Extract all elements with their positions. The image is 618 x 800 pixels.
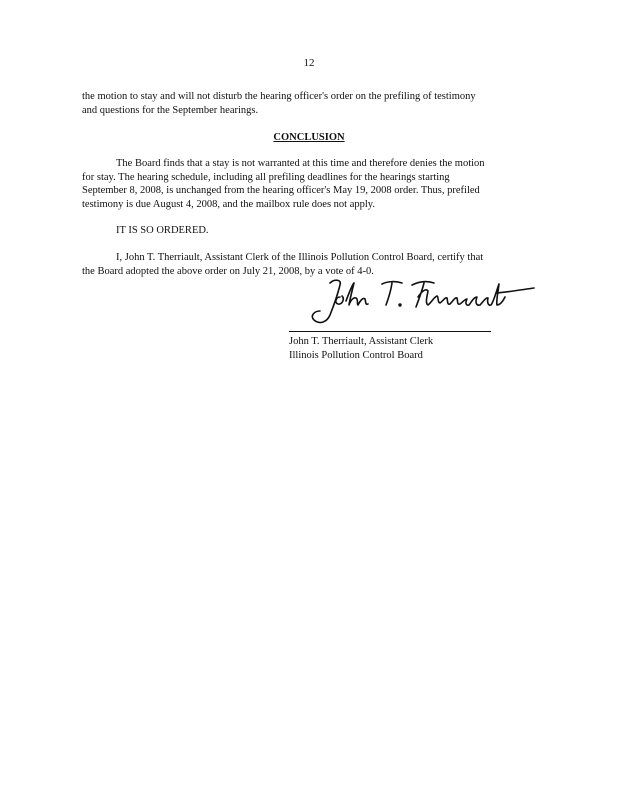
paragraph-line: and questions for the September hearings. [82,104,259,116]
paragraph-line: I, John T. Therriault, Assistant Clerk of the Illinois Pollution Control Board, certify that [116,252,484,263]
signature-block [289,335,433,362]
conclusion-paragraph [82,157,542,211]
handwritten-signature [300,275,540,330]
opening-paragraph [82,90,542,117]
signer-name-title: John T. Therriault, Assistant Clerk [289,336,434,347]
signer-organization: Illinois Pollution Control Board [289,349,423,361]
paragraph-line: the motion to stay and will not disturb the hearing officer's order on the prefiling of testimony [82,91,476,102]
signature-line [289,331,491,332]
certification-paragraph [82,251,542,278]
order-statement: IT IS SO ORDERED. [116,225,209,236]
page-number: 12 [303,57,315,69]
paragraph-line: The Board finds that a stay is not warranted at this time and therefore denies the motion [116,158,485,169]
conclusion-heading: CONCLUSION [273,132,345,143]
paragraph-line: the Board adopted the above order on July 21, 2008, by a vote of 4-0. [82,265,374,277]
paragraph-line: for stay. The hearing schedule, including all prefiling deadlines for the hearings starting [82,171,450,183]
paragraph-line: September 8, 2008, is unchanged from the hearing officer's May 19, 2008 order. Thus, prefiled [82,185,480,196]
paragraph-line: testimony is due August 4, 2008, and the mailbox rule does not apply. [82,198,375,210]
